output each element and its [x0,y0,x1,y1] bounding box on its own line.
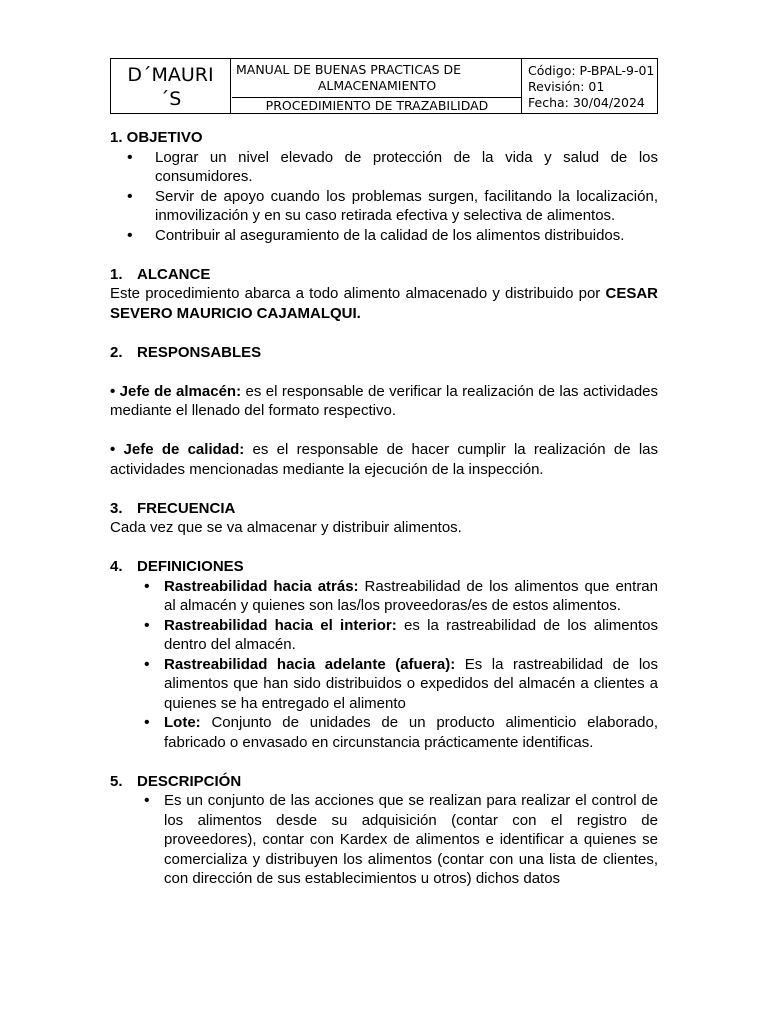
alcance-body: Este procedimiento abarca a todo alimento almacenado y distribuido por [110,285,601,302]
definition-item [110,616,658,655]
document-header-table [110,58,658,114]
document-body [110,128,658,889]
definition-text: Rastreabilidad de los alimentos que entran al almacén y quienes son las/los proveedoras/es de estos alimentos. [164,577,658,614]
company-name: CESAR SEVERO MAURICIO CAJAMALQUI. [110,285,658,322]
definition-text: es la rastreabilidad de los alimentos dentro del almacén. [164,616,658,653]
section-frecuencia [110,499,658,519]
manual-title-line-1: MANUAL DE BUENAS PRACTICAS DE [236,62,462,77]
frecuencia-text: Cada vez que se va almacenar y distribuir alimentos. [110,519,462,536]
responsable-jefe-calidad [110,440,658,479]
section-title-alcance: ALCANCE [137,265,211,283]
list-item: • Es un conjunto de las acciones que se realizan para realizar el control de los alimentos desde su adquisición (contar con el registro de proveedores), contar con Kardex de alimentos e identificar a quienes se comercializa y distribuyen los alimentos (contar con una lista de clientes, con dirección de sus establecimientos u otros) dichos datos [110,791,658,889]
responsable-text: es el responsable de hacer cumplir la realización de las actividades mencionadas mediante la ejecución de la inspección. [110,441,659,478]
section-number: 5. [110,772,123,790]
definition-term: Lote: [164,714,201,731]
document-revision: Revisión: 01 [528,79,605,94]
company-logo [111,59,231,113]
section-title-frecuencia: FRECUENCIA [137,499,236,517]
responsable-label: • Jefe de almacén: [110,382,242,400]
section-number: 4. [110,558,123,575]
section-descripcion [110,772,658,792]
alcance-text [110,284,658,323]
section-title-descripcion: DESCRIPCIÓN [137,772,242,790]
definition-item [110,713,658,752]
logo-line-1: D´MAURI [127,64,214,86]
section-number: 3. [110,499,123,517]
list-item: • Contribuir al aseguramiento de la calidad de los alimentos distribuidos. [110,226,658,246]
definition-item [110,577,658,616]
section-definiciones [110,557,658,577]
procedure-title: PROCEDIMIENTO DE TRAZABILIDAD [232,97,522,114]
manual-title [232,59,522,97]
responsable-label: • Jefe de calidad: [110,441,245,458]
document-date: Fecha: 30/04/2024 [528,95,645,110]
definition-term: Rastreabilidad hacia el interior: [164,616,397,634]
section-alcance [110,265,658,285]
responsable-jefe-almacen [110,382,658,421]
definition-term: Rastreabilidad hacia atrás: [164,577,359,595]
section-number: 2. [110,343,123,361]
descripcion-list [110,791,658,889]
section-title-objetivo: 1. OBJETIVO [110,129,203,146]
definition-term: Rastreabilidad hacia adelante (afuera): [164,655,456,673]
definition-text: Conjunto de unidades de un producto alimenticio elaborado, fabricado o envasado en circunstancia prácticamente identificas. [164,714,658,751]
section-number: 1. [110,265,123,283]
section-title-definiciones: DEFINICIONES [137,558,244,575]
document-code: Código: P-BPAL-9-01 [528,63,655,78]
objetivo-list [110,148,658,246]
section-responsables [110,343,658,363]
definiciones-list [110,577,658,753]
list-item: • Lograr un nivel elevado de protección de la vida y salud de los consumidores. [110,148,658,187]
definition-text: Es la rastreabilidad de los alimentos que han sido distribuidos o expedidos del almacén a clientes a quienes se ha entregado el alimento [164,655,659,712]
document-metadata [521,59,657,113]
definition-item [110,655,658,714]
manual-title-line-2: ALMACENAMIENTO [317,78,437,93]
list-item: • Servir de apoyo cuando los problemas surgen, facilitando la localización, inmovilización y en su caso retirada efectiva y selectiva de alimentos. [110,187,658,226]
responsable-text: es el responsable de verificar la realización de las actividades mediante el llenado del formato respectivo. [110,382,659,419]
logo-line-2: ´S [159,88,182,110]
section-title-responsables: RESPONSABLES [137,343,262,361]
